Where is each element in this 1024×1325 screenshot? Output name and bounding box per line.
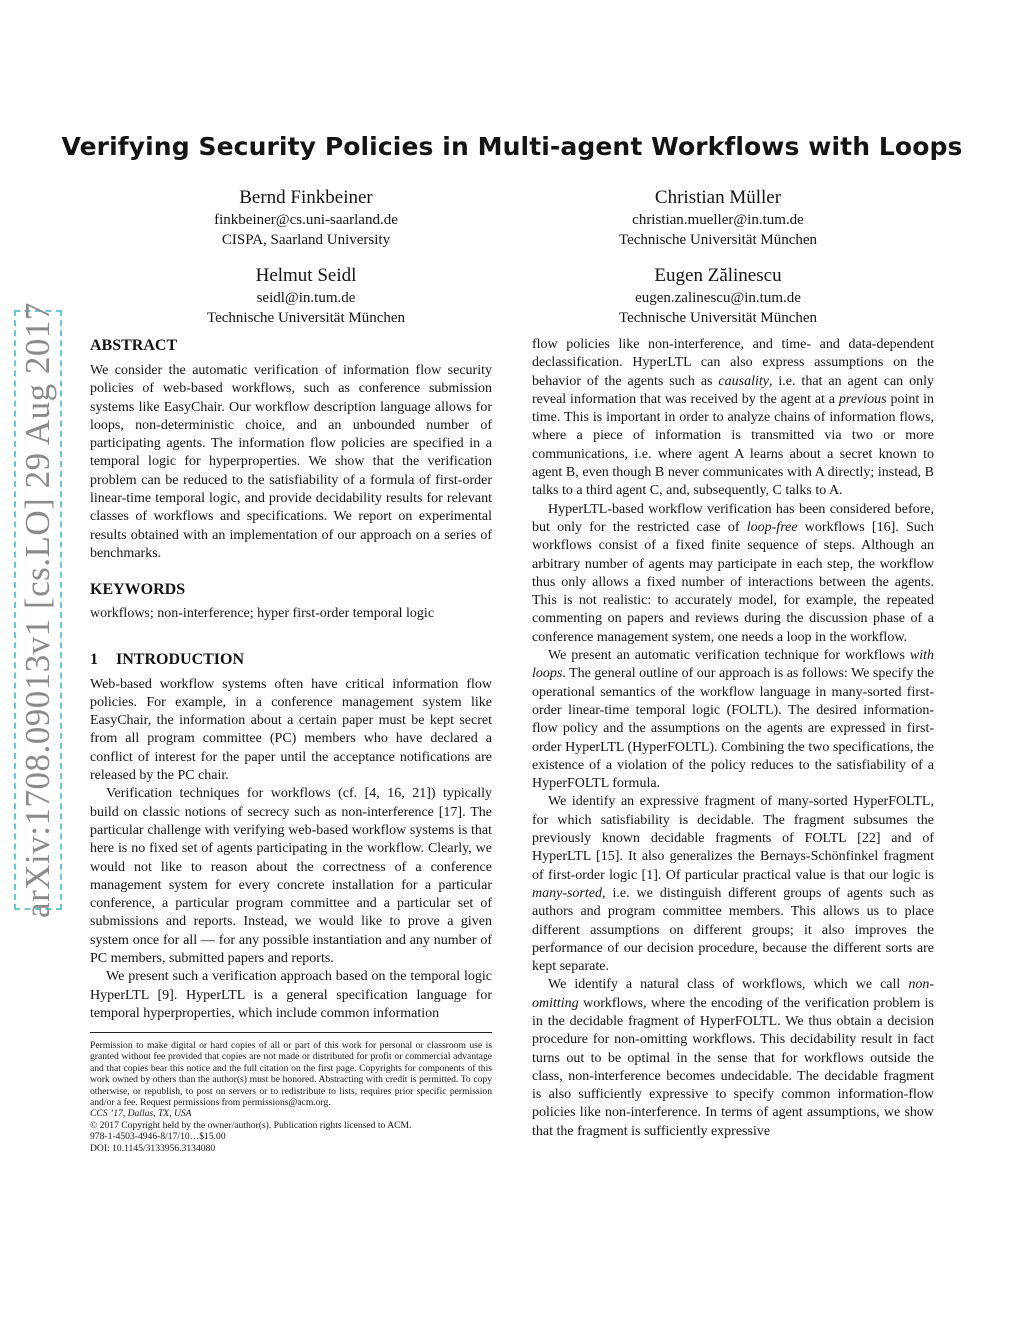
intro-paragraph: Verification techniques for workflows (cf. [4, 16, 21]) typically build on classic notions of secrecy such as non-interference [17]. The particular challenge with verifying web-based workflow systems is that here is no fixed set of agents participating in the workflow. Clearly, we would not like to reason about the correctness of a conference management system for every concrete installation for a particular conference, a particular program committee and a particular set of submissions and reports. Instead, we would like to prove a given system once for all — for any possible instantiation and any number of PC members, submitted papers and reports. bbox=[90, 786, 492, 967]
intro-paragraph: We present such a verification approach based on the temporal logic HyperLTL [9]. HyperLTL is a general specification language for temporal hyperproperties, which include common information bbox=[90, 969, 492, 1021]
author-email: christian.mueller@in.tum.de bbox=[632, 212, 804, 228]
author-email: eugen.zalinescu@in.tum.de bbox=[635, 290, 801, 306]
doi-line: DOI: 10.1145/3133956.3134080 bbox=[90, 1142, 216, 1154]
author-block-seidl bbox=[136, 264, 476, 328]
author-affiliation: CISPA, Saarland University bbox=[221, 232, 391, 248]
keywords-text: workflows; non-interference; hyper first-order temporal logic bbox=[90, 606, 435, 622]
abstract-heading: ABSTRACT bbox=[90, 337, 178, 354]
permission-notice: Permission to make digital or hard copies of all or part of this work for personal or classroom use is granted without fee provided that copies are not made or distributed for profit or commercial advantage and that copies bear this notice and the full citation on the first page. Copyrights for components of this work owned by others than the author(s) must be honored. Abstracting with credit is permitted. To copy otherwise, or republish, to post on servers or to redistribute to lists, requires prior specific permission and/or a fee. Request permissions from permissions@acm.org. bbox=[90, 1040, 492, 1109]
author-affiliation: Technische Universität München bbox=[618, 310, 818, 326]
intro-paragraph: We identify a natural class of workflows, which we call non-omitting workflows, where the encoding of the verification problem is in the decidable fragment of HyperFOLTL. We thus obtain a decision procedure for non-omitting workflows. This decidability result in fact turns out to be optimal in the sense that for workflows outside the class, non-interference becomes undecidable. The decidable fragment is also sufficiently expressive to specify common information-flow policies like non-interference. In terms of agent assumptions, we show that the fragment is sufficiently expressive bbox=[532, 977, 934, 1139]
keywords-heading: KEYWORDS bbox=[90, 581, 186, 599]
author-block-finkbeiner bbox=[136, 186, 476, 250]
intro-paragraph: We identify an expressive fragment of many-sorted HyperFOLTL, for which satisfiability is decidable. The fragment subsumes the previously known decidable fragments of FOLTL [22] and of HyperLTL [15]. It also generalizes the Bernays-Schönfinkel fragment of first-order logic [1]. Of particular practical value is that our logic is many-sorted, i.e. we distinguish different groups of agents such as authors and program committee members. This allows us to place different assumptions on different groups; it also improves the performance of our decision procedure, because the different sorts are kept separate. bbox=[532, 794, 934, 975]
author-affiliation: Technische Universität München bbox=[618, 232, 818, 248]
author-name: Eugen Zălinescu bbox=[654, 265, 782, 286]
copyright-footnote bbox=[90, 1040, 492, 1154]
author-name: Christian Müller bbox=[654, 187, 782, 208]
intro-paragraph: flow policies like non-interference, and time- and data-dependent declassification. HyperLTL can also express assumptions on the behavior of the agents such as causality, i.e. that an agent can only reveal information that was received by the agent at a previous point in time. This is important in order to analyze chains of information flows, where a piece of information is transmitted via two or more communications, i.e. where agent A learns about a secret known to agent B, even though B never communicates with A directly; instead, B talks to a third agent C, and, subsequently, C talks to A. bbox=[532, 337, 934, 499]
author-name: Bernd Finkbeiner bbox=[239, 187, 373, 208]
author-email: finkbeiner@cs.uni-saarland.de bbox=[214, 212, 398, 228]
author-email: seidl@in.tum.de bbox=[256, 290, 356, 306]
abstract-text: We consider the automatic verification of information flow security policies of web-based workflows, such as conference submission systems like EasyChair. Our workflow description language allows for loops, non-deterministic choice, and an unbounded number of participating agents. The information flow policies are specified in a temporal logic for hyperproperties. We show that the verification problem can be reduced to the satisfiability of a formula of first-order linear-time temporal logic, and provide decidability results for relevant classes of workflows and specifications. We report on experimental results obtained with an implementation of our approach on a series of benchmarks. bbox=[90, 363, 492, 561]
intro-heading bbox=[90, 650, 492, 670]
venue: CCS ’17, Dallas, TX, USA bbox=[90, 1108, 192, 1120]
intro-paragraph: HyperLTL-based workflow verification has been considered before, but only for the restricted case of loop-free workflows [16]. Such workflows consist of a fixed finite sequence of steps. Although an arbitrary number of agents may participate in each step, the workflow thus only allows a fixed number of interactions between the agents. This is not realistic: to accurately model, for example, the repeated commenting on papers and reviews during the discussion phase of a conference management system, one needs a loop in the workflow. bbox=[532, 501, 934, 645]
intro-paragraph: We present an automatic verification technique for workflows with loops. The general outline of our approach is as follows: We specify the operational semantics of the workflow language in many-sorted first-order linear-time temporal logic (FOLTL). The desired information-flow policy and the assumptions on the agents are expressed in first-order HyperLTL (HyperFOLTL). Combining the two specifications, the existence of a violation of the policy reduces to the satisfiability of a HyperFOLTL formula. bbox=[532, 648, 934, 792]
section-title: INTRODUCTION bbox=[116, 650, 245, 668]
author-block-zalinescu bbox=[548, 264, 888, 328]
isbn-line: 978-1-4503-4946-8/17/10…$15.00 bbox=[90, 1131, 226, 1143]
left-column bbox=[90, 336, 492, 1023]
copyright-line: © 2017 Copyright held by the owner/author(s). Publication rights licensed to ACM. bbox=[90, 1119, 412, 1131]
intro-paragraph: Web-based workflow systems often have critical information flow policies. For example, in a conference management system like EasyChair, the information about a certain paper must be kept secret from all program committee (PC) members who have declared a conflict of interest for the paper until the acceptance notifications are released by the PC chair. bbox=[90, 676, 492, 784]
paper-title: Verifying Security Policies in Multi-agent Workflows with Loops bbox=[61, 132, 963, 161]
footnote-rule bbox=[90, 1032, 492, 1033]
section-number: 1 bbox=[90, 650, 98, 668]
right-column bbox=[532, 336, 934, 1141]
author-name: Helmut Seidl bbox=[255, 265, 357, 286]
author-affiliation: Technische Universität München bbox=[206, 310, 406, 326]
arxiv-stamp: arXiv:1708.09013v1 [cs.LO] 29 Aug 2017 bbox=[18, 302, 57, 918]
author-block-mueller bbox=[548, 186, 888, 250]
